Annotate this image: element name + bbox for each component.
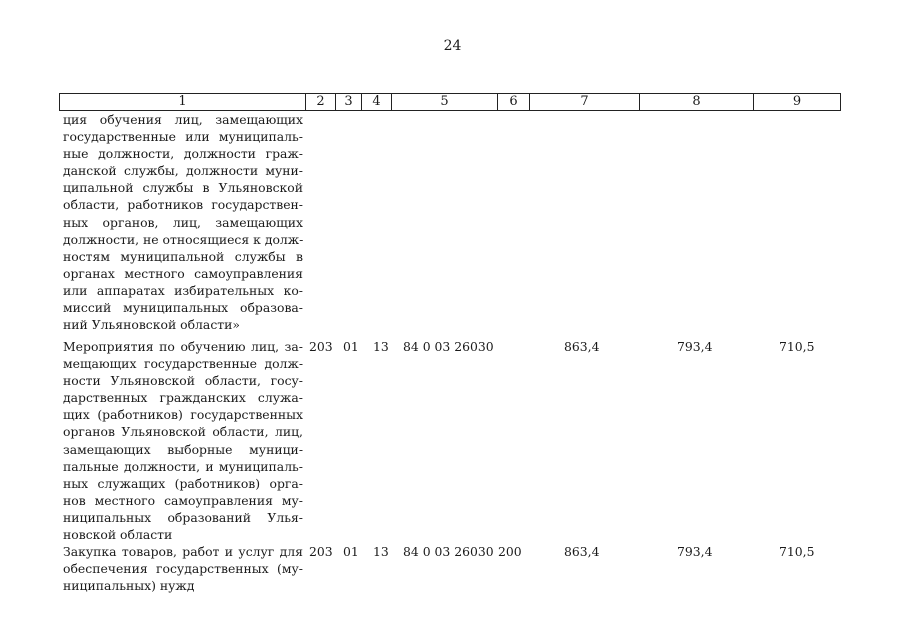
description-line: ний Ульяновской области» [63, 317, 240, 333]
description-line: замещающих выборные муници- [63, 441, 303, 457]
description-line: миссий муниципальных образова- [63, 300, 303, 316]
column-header-4: 4 [362, 94, 392, 110]
cell-col-8: 793,4 [677, 544, 713, 559]
description-line: обеспечения государственных (му- [63, 561, 303, 577]
description-line: нов местного самоуправления му- [63, 492, 303, 508]
cell-col-5: 84 0 03 26030 [403, 544, 494, 559]
description-line: щих (работников) государственных [63, 407, 303, 423]
description-line: ные должности, должности граж- [63, 146, 303, 162]
description-line: ция обучения лиц, замещающих [63, 112, 303, 127]
table-row-description [63, 338, 303, 543]
description-line: органов Ульяновской области, лиц, [63, 424, 303, 440]
cell-col-7: 863,4 [564, 339, 600, 354]
description-line: пальные должности, и муниципаль- [63, 458, 303, 474]
column-header-1: 1 [60, 94, 306, 110]
cell-col-5: 84 0 03 26030 [403, 339, 494, 354]
description-line: должности, не относящиеся к долж- [63, 231, 304, 247]
cell-col-3: 01 [343, 339, 359, 354]
cell-col-4: 13 [373, 339, 389, 354]
description-line: органах местного самоуправления [63, 265, 303, 281]
cell-col-2: 203 [309, 339, 333, 354]
description-line: ципальной службы в Ульяновской [63, 180, 303, 196]
table-column-header [59, 93, 841, 111]
description-line: мещающих государственные долж- [63, 356, 303, 372]
cell-col-6: 200 [498, 544, 522, 559]
description-line: данской службы, должности муни- [63, 163, 303, 179]
column-header-2: 2 [306, 94, 336, 110]
cell-col-3: 01 [343, 544, 359, 559]
description-line: ных служащих (работников) орга- [63, 475, 303, 491]
cell-col-8: 793,4 [677, 339, 713, 354]
description-line: ниципальных) нужд [63, 578, 195, 594]
column-header-9: 9 [792, 94, 802, 109]
description-line: ностям муниципальной службы в [63, 248, 303, 264]
cell-col-2: 203 [309, 544, 333, 559]
column-header-7: 7 [530, 94, 640, 110]
description-line: новской области [63, 527, 173, 543]
table-row-description [63, 543, 303, 594]
cell-col-9: 710,5 [779, 544, 815, 559]
description-line: ности Ульяновской области, госу- [63, 373, 303, 389]
description-line: дарственных гражданских служа- [63, 390, 303, 406]
column-header-6: 6 [498, 94, 530, 110]
description-line: области, работников государствен- [63, 197, 303, 213]
cell-col-7: 863,4 [564, 544, 600, 559]
description-line: государственные или муниципаль- [63, 129, 303, 145]
page-number: 24 [443, 38, 462, 54]
description-line: Закупка товаров, работ и услуг для [63, 544, 303, 559]
column-header-3: 3 [336, 94, 362, 110]
description-line: ных органов, лиц, замещающих [63, 214, 303, 230]
cell-col-9: 710,5 [779, 339, 815, 354]
column-header-8: 8 [640, 94, 754, 110]
table-row-description [63, 111, 303, 333]
description-line: ниципальных образований Улья- [63, 509, 303, 525]
column-header-5: 5 [392, 94, 498, 110]
description-line: или аппаратах избирательных ко- [63, 282, 303, 298]
cell-col-4: 13 [373, 544, 389, 559]
description-line: Мероприятия по обучению лиц, за- [63, 339, 303, 354]
